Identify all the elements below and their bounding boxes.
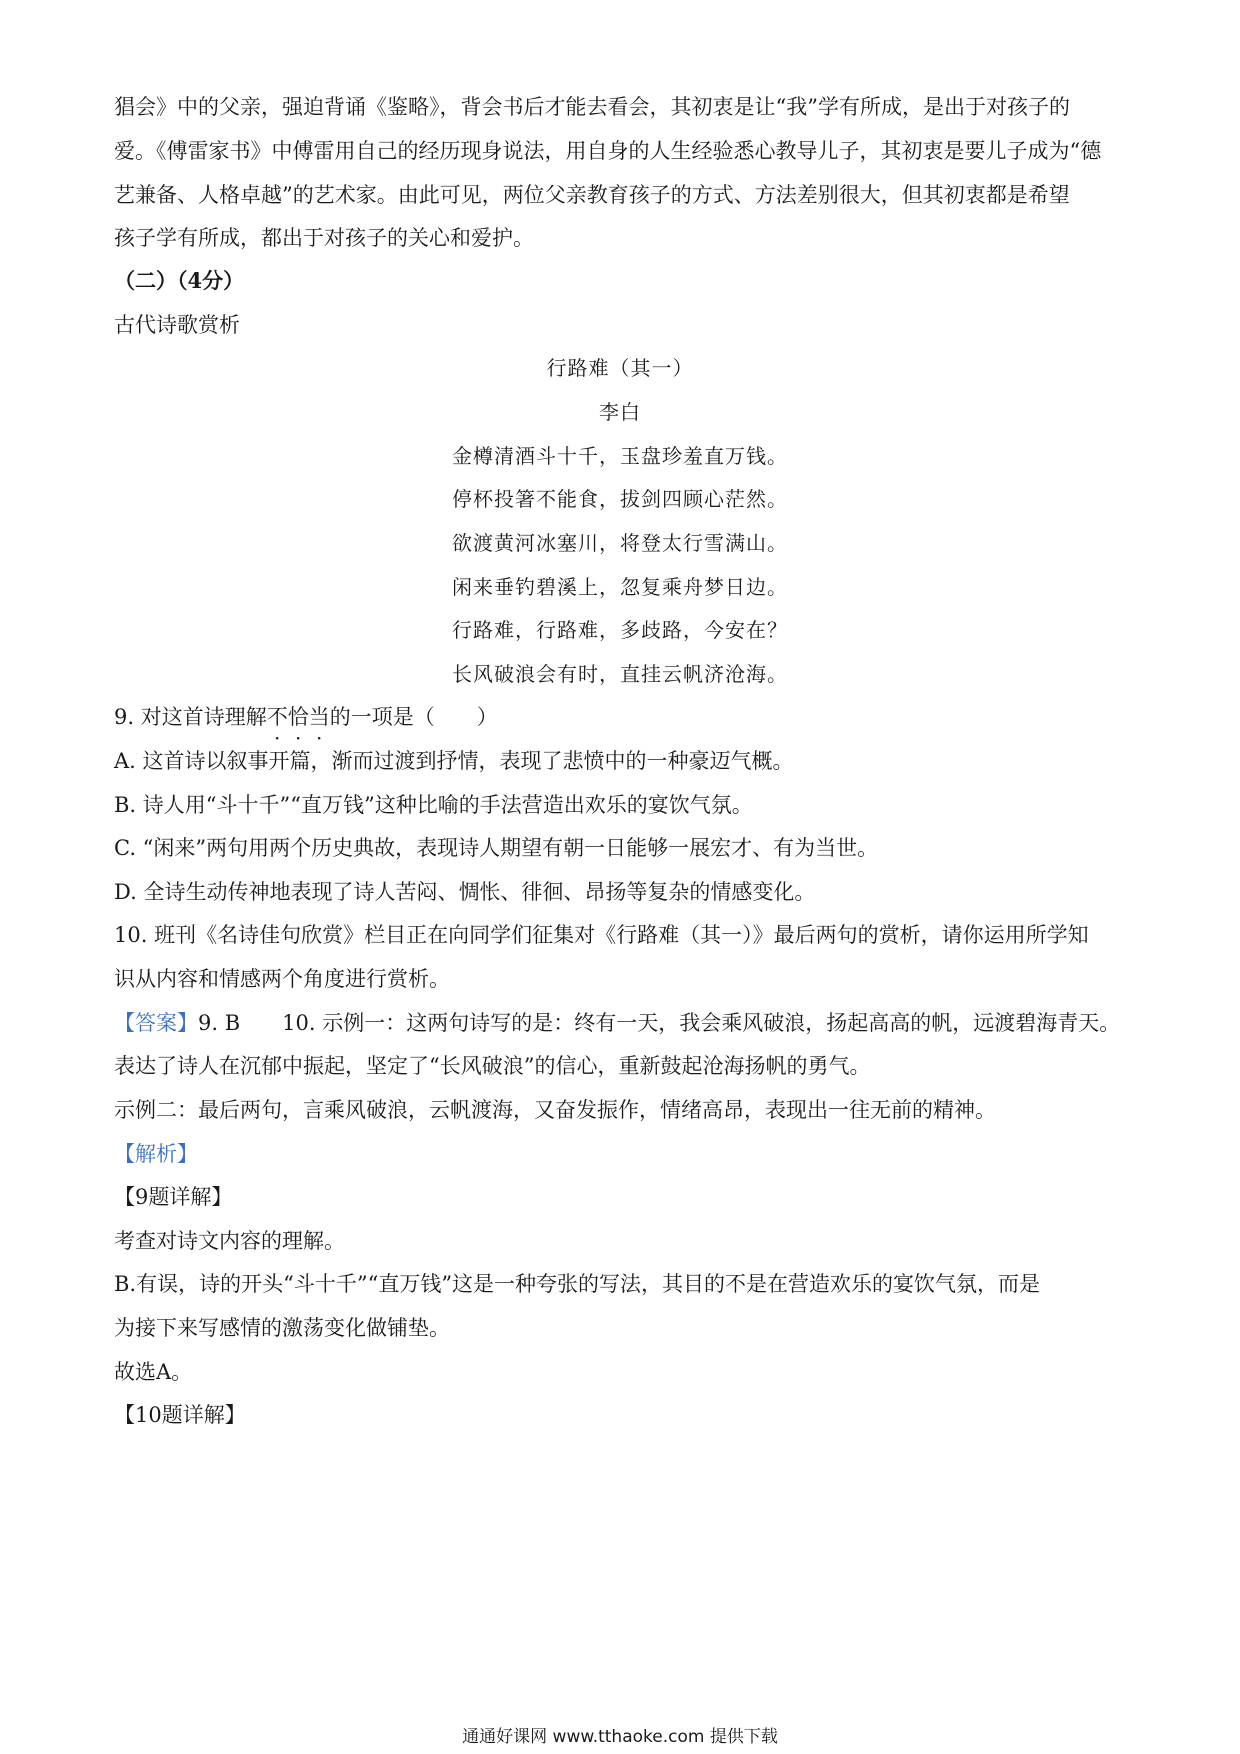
footer-source: 通通好课网 www.tthaoke.com 提供下载 [462,1727,778,1747]
analysis-label: 【解析】 [114,1142,198,1166]
q9-detail-label: 【9题详解】 [114,1185,233,1209]
poem-author: 李白 [599,400,641,424]
question-10-line-1: 10. 班刊《名诗佳句欣赏》栏目正在向同学们征集对《行路难（其一）》最后两句的赏析，请你运用所学知 [114,923,1089,947]
q9-detail-line-4: 故选A。 [114,1360,193,1384]
poem-line-2: 停杯投箸不能食，拔剑四顾心茫然。 [452,487,788,511]
answer-line-2: 表达了诗人在沉郁中振起，坚定了“长风破浪”的信心，重新鼓起沧海扬帆的勇气。 [114,1054,871,1078]
intro-line-3: 艺兼备、人格卓越”的艺术家。由此可见，两位父亲教育孩子的方式、方法差别很大，但其初衷都是希望 [114,183,1070,207]
emphasis-char-1: 不 [266,705,288,729]
question-9-stem-end: 的一项是（ ） [329,705,498,729]
section-heading: （二）（4分） [114,268,245,293]
intro-line-1: 猖会》中的父亲，强迫背诵《鉴略》，背会书后才能去看会，其初衷是让“我”学有所成，是出于对孩子的 [114,95,1070,119]
q10-detail-label: 【10题详解】 [114,1403,246,1427]
question-9-option-b: B. 诗人用“斗十千”“直万钱”这种比喻的手法营造出欢乐的宴饮气氛。 [114,793,753,817]
answer-line-1 [114,1008,1134,1038]
question-9-stem-start: 9. 对这首诗理解 [114,705,267,729]
question-9-option-d: D. 全诗生动传神地表现了诗人苦闷、惆怅、徘徊、昂扬等复杂的情感变化。 [114,880,816,904]
emphasis-char-2: 恰 [287,705,309,729]
poem-title: 行路难（其一） [546,356,694,380]
question-10-line-2: 识从内容和情感两个角度进行赏析。 [114,967,450,991]
q9-detail-line-3: 为接下来写感情的激荡变化做铺垫。 [114,1316,450,1340]
answer-text: 9. B 10. 示例一：这两句诗写的是：终有一天，我会乘风破浪，扬起高高的帆，远渡碧海青天。 [198,1011,1121,1035]
question-9-option-a: A. 这首诗以叙事开篇，渐而过渡到抒情，表现了悲愤中的一种豪迈气概。 [114,749,794,773]
question-9-stem [114,702,1134,732]
poem-line-6: 长风破浪会有时，直挂云帆济沧海。 [452,662,788,686]
q9-detail-line-1: 考查对诗文内容的理解。 [114,1229,345,1253]
intro-line-2: 爱。《傅雷家书》中傅雷用自己的经历现身说法，用自身的人生经验悉心教导儿子，其初衷是要儿子成为“德 [114,139,1102,163]
q9-detail-line-2: B.有误，诗的开头“斗十千”“直万钱”这是一种夸张的写法，其目的不是在营造欢乐的宴饮气氛，而是 [114,1272,1041,1296]
question-9-option-c: C. “闲来”两句用两个历史典故，表现诗人期望有朝一日能够一展宏才、有为当世。 [114,836,879,860]
poem-line-3: 欲渡黄河冰塞川，将登太行雪满山。 [452,531,788,555]
poem-line-5: 行路难，行路难，多歧路，今安在？ [452,618,788,642]
section-subtitle: 古代诗歌赏析 [114,313,240,337]
answer-line-3: 示例二：最后两句，言乘风破浪，云帆渡海，又奋发振作，情绪高昂，表现出一往无前的精神。 [114,1098,996,1122]
intro-line-4: 孩子学有所成，都出于对孩子的关心和爱护。 [114,226,534,250]
poem-line-1: 金樽清酒斗十千，玉盘珍羞直万钱。 [452,444,788,468]
poem-line-4: 闲来垂钓碧溪上，忽复乘舟梦日边。 [452,575,788,599]
answer-label: 【答案】 [114,1011,198,1035]
emphasis-char-3: 当 [308,705,330,729]
